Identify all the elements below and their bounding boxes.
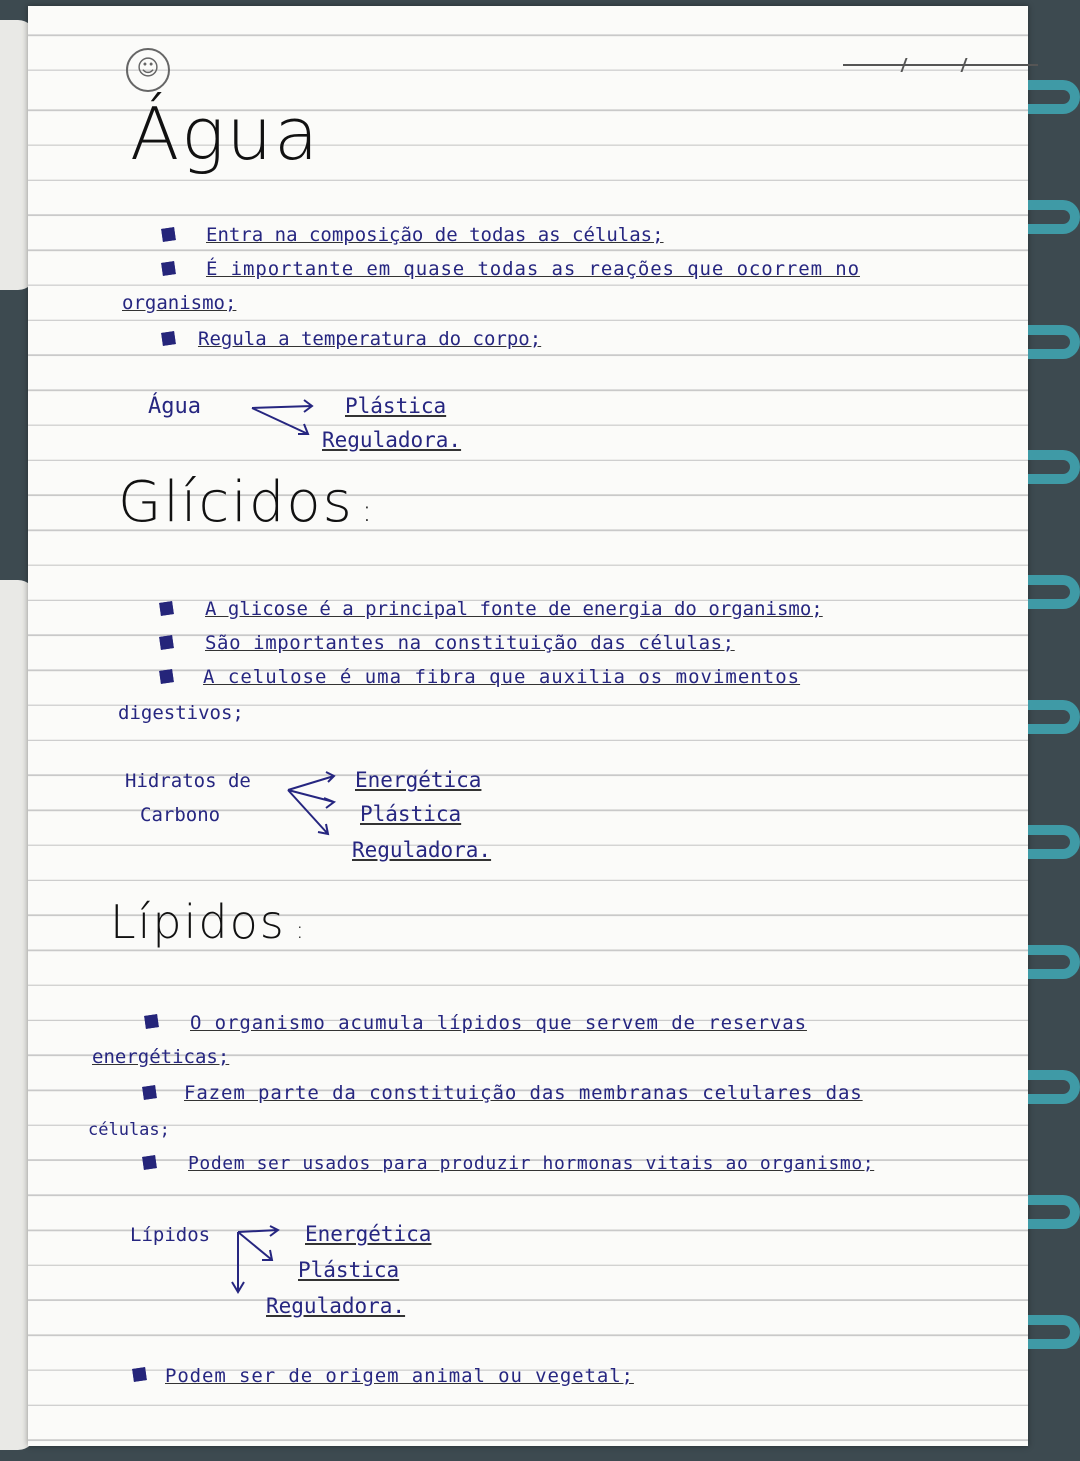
agua-bullet-2-cont: organismo; (122, 292, 237, 314)
bullet-icon (161, 261, 176, 276)
heading-colon: : (361, 494, 374, 529)
bullet-icon (161, 331, 176, 346)
agua-bullet-3: Regula a temperatura do corpo; (198, 328, 542, 350)
bullet-icon (159, 635, 174, 650)
glicidos-bullet-3: A celulose é uma fibra que auxilia os movimentos (203, 666, 801, 688)
ring-icon (1028, 200, 1080, 234)
bullet-icon (159, 669, 174, 684)
ring-icon (1028, 325, 1080, 359)
ring-icon (1028, 575, 1080, 609)
lipidos-bullet-1: O organismo acumula lípidos que servem de reservas (190, 1012, 807, 1034)
heading-agua: Água (130, 92, 321, 176)
agua-diagram-target-1: Plástica (345, 394, 447, 418)
bullet-icon (159, 601, 174, 616)
glicidos-bullet-2: São importantes na constituição das células; (205, 632, 735, 654)
agua-diagram-source: Água (148, 394, 201, 419)
arrow-icon (228, 1226, 288, 1298)
date-field (843, 64, 1038, 66)
glicidos-diagram-source-line1: Hidratos de (125, 770, 251, 792)
ring-icon (1028, 825, 1080, 859)
ring-icon (1028, 700, 1080, 734)
ring-icon (1028, 450, 1080, 484)
notebook-logo-icon: ☺ (126, 48, 170, 92)
ring-icon (1028, 1315, 1080, 1349)
lipidos-diagram-target-3: Reguladora. (266, 1294, 406, 1318)
heading-glicidos-text: Glícidos (118, 470, 354, 535)
heading-lipidos-text: Lípidos (110, 895, 286, 949)
ring-icon (1028, 80, 1080, 114)
ring-icon (1028, 1070, 1080, 1104)
lipidos-bullet-2-cont: células; (88, 1120, 170, 1140)
bullet-icon (144, 1014, 159, 1029)
agua-bullet-1: Entra na composição de todas as células; (206, 224, 664, 246)
glicidos-bullet-1: A glicose é a principal fonte de energia do organismo; (205, 598, 823, 620)
bullet-icon (142, 1085, 157, 1100)
lipidos-bullet-2: Fazem parte da constituição das membranas celulares das (184, 1082, 863, 1104)
glicidos-bullet-3-cont: digestivos; (118, 702, 244, 724)
bullet-icon (132, 1367, 147, 1382)
bullet-icon (161, 227, 176, 242)
arrow-icon (284, 768, 344, 843)
ring-icon (1028, 945, 1080, 979)
lipidos-bullet-3: Podem ser usados para produzir hormonas vitais ao organismo; (188, 1153, 875, 1174)
heading-glicidos (118, 470, 374, 535)
lipidos-bullet-1-cont: energéticas; (92, 1046, 230, 1068)
bullet-icon (142, 1155, 157, 1170)
lipidos-diagram-source: Lípidos (130, 1224, 211, 1246)
ring-icon (1028, 1195, 1080, 1229)
lipidos-final-bullet: Podem ser de origem animal ou vegetal; (165, 1365, 634, 1387)
arrow-icon (250, 396, 320, 441)
glicidos-diagram-target-2: Plástica (360, 802, 462, 826)
heading-lipidos (110, 895, 306, 949)
glicidos-diagram-target-3: Reguladora. (352, 838, 492, 862)
glicidos-diagram-target-1: Energética (355, 768, 482, 792)
glicidos-diagram-source-line2: Carbono (140, 804, 221, 826)
agua-diagram-target-2: Reguladora. (322, 428, 462, 452)
heading-colon: : (295, 916, 306, 944)
lipidos-diagram-target-2: Plástica (298, 1258, 400, 1282)
agua-bullet-2: É importante em quase todas as reações que ocorrem no (206, 258, 860, 280)
lipidos-diagram-target-1: Energética (305, 1222, 432, 1246)
